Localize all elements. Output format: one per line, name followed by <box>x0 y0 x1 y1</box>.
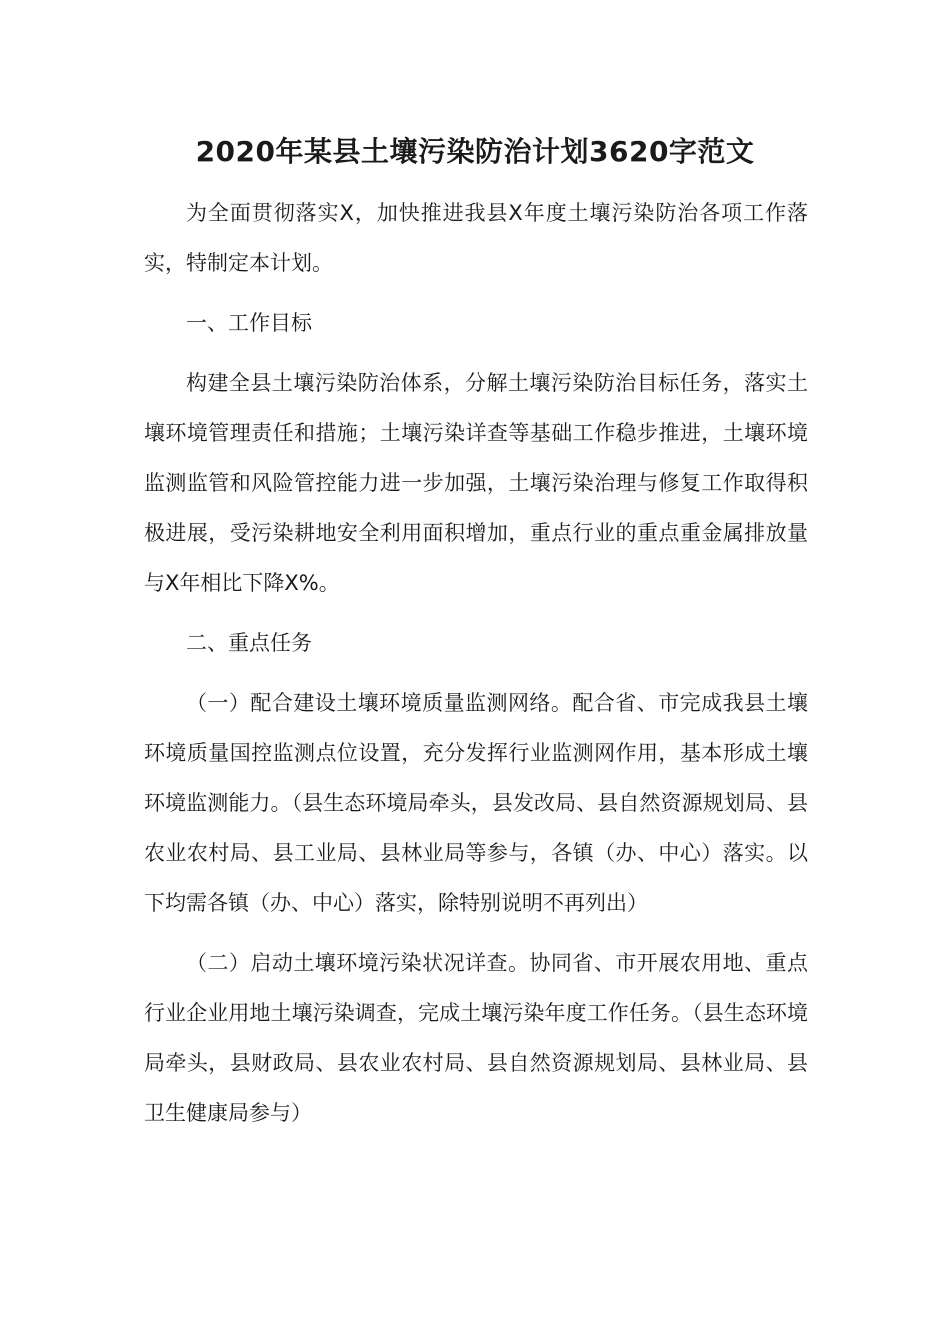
task-paragraph-1: （一）配合建设土壤环境质量监测网络。配合省、市完成我县土壤环境质量国控监测点位设置，充分发挥行业监测网作用，基本形成土壤环境监测能力。（县生态环境局牵头，县发改局、县自然资源规划局、县农业农村局、县工业局、县林业局等参与，各镇（办、中心）落实。以下均需各镇（办、中心）落实，除特别说明不再列出） <box>144 691 808 915</box>
goals-paragraph: 构建全县土壤污染防治体系，分解土壤污染防治目标任务，落实土壤环境管理责任和措施；土壤污染详查等基础工作稳步推进，土壤环境监测监管和风险管控能力进一步加强，土壤污染治理与修复工作取得积极进展，受污染耕地安全利用面积增加，重点行业的重点重金属排放量与X年相比下降X%。 <box>144 371 808 595</box>
section-heading-tasks: 二、重点任务 <box>186 631 312 655</box>
section-heading-goals: 一、工作目标 <box>186 311 312 335</box>
intro-paragraph: 为全面贯彻落实X，加快推进我县X年度土壤污染防治各项工作落实，特制定本计划。 <box>144 201 808 275</box>
document-title: 2020年某县土壤污染防治计划3620字范文 <box>195 135 755 168</box>
document-body <box>144 188 808 1148</box>
task-paragraph-2: （二）启动土壤环境污染状况详查。协同省、市开展农用地、重点行业企业用地土壤污染调查，完成土壤污染年度工作任务。（县生态环境局牵头，县财政局、县农业农村局、县自然资源规划局、县林业局、县卫生健康局参与） <box>144 951 808 1125</box>
